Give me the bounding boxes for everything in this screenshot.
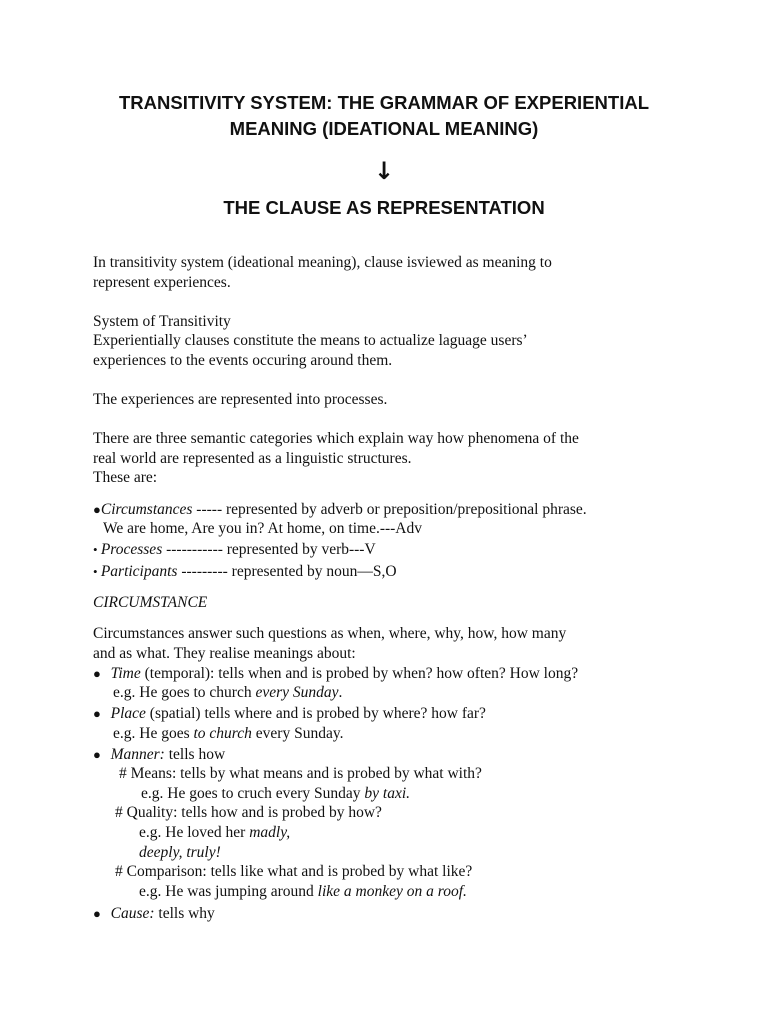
manner-item	[93, 745, 225, 765]
comparison-line: # Comparison: tells like what and is probed by what like?	[115, 863, 473, 880]
example-italic: by taxi.	[364, 785, 411, 802]
cause-item	[93, 904, 215, 924]
category-circumstances	[93, 500, 587, 520]
bullet-icon: ●	[93, 906, 111, 921]
quality-example	[139, 823, 290, 843]
category-description: ----- represented by adverb or preposition/prepositional phrase.	[192, 501, 587, 518]
example-text: e.g. He goes to church	[113, 684, 256, 701]
item-description: (spatial) tells where and is probed by where? how far?	[145, 705, 486, 722]
category-description: ----------- represented by verb---V	[162, 541, 376, 558]
title-line-2: MEANING (IDEATIONAL MEANING)	[229, 118, 539, 139]
comparison-example	[139, 882, 467, 902]
example-italic: every Sunday	[255, 684, 339, 701]
three-categories-line-2: real world are represented as a linguistic structures.	[93, 450, 412, 467]
bullet-icon: ●	[93, 502, 101, 517]
bullet-icon: ●	[93, 666, 111, 681]
example-text: e.g. He was jumping around	[139, 883, 318, 900]
circumstance-intro-2: and as what. They realise meanings about:	[93, 645, 356, 662]
category-term: Processes	[100, 541, 163, 558]
circumstance-heading: CIRCUMSTANCE	[93, 594, 208, 611]
category-term: Circumstances	[100, 501, 193, 518]
item-description: tells why	[154, 905, 215, 922]
example-text: e.g. He goes	[113, 725, 194, 742]
down-arrow-icon: ↓	[373, 157, 395, 185]
example-text: e.g. He goes to cruch every Sunday	[141, 785, 365, 802]
intro-line-1: In transitivity system (ideational meaning), clause isviewed as meaning to	[93, 254, 552, 271]
means-example	[141, 784, 410, 804]
category-description: --------- represented by noun—S,O	[177, 563, 397, 580]
item-term: Cause:	[110, 905, 155, 922]
system-heading: System of Transitivity	[93, 313, 231, 330]
circumstance-intro-1: Circumstances answer such questions as when, where, why, how, how many	[93, 625, 567, 642]
item-term: Time	[110, 665, 141, 682]
bullet-icon: •	[93, 564, 101, 579]
bullet-icon: ●	[93, 747, 111, 762]
time-item	[93, 664, 578, 684]
item-term: Place	[110, 705, 146, 722]
place-item	[93, 704, 486, 724]
example-text: e.g. He loved her	[139, 824, 250, 841]
category-participants	[93, 562, 397, 582]
example-italic: madly,	[249, 824, 291, 841]
example-italic: like a monkey on a roof.	[317, 883, 467, 900]
category-term: Participants	[100, 563, 178, 580]
system-line-1: Experientially clauses constitute the means to actualize laguage users’	[93, 332, 528, 349]
item-description: (temporal): tells when and is probed by when? how often? How long?	[140, 665, 579, 682]
example-end: every Sunday.	[251, 725, 344, 742]
example-italic: to church	[193, 725, 252, 742]
means-line: # Means: tells by what means and is probed by what with?	[119, 765, 482, 782]
title-line-1: TRANSITIVITY SYSTEM: THE GRAMMAR OF EXPERIENTIAL	[118, 92, 649, 113]
these-are-line: These are:	[93, 469, 158, 486]
category-processes	[93, 540, 376, 560]
place-example	[113, 724, 343, 744]
example-end: .	[338, 684, 343, 701]
bullet-icon: ●	[93, 706, 111, 721]
quality-example-cont: deeply, truly!	[139, 844, 221, 861]
intro-line-2: represent experiences.	[93, 274, 231, 291]
item-term: Manner:	[110, 746, 165, 763]
bullet-icon: •	[93, 542, 101, 557]
processes-line: The experiences are represented into processes.	[93, 391, 388, 408]
system-line-2: experiences to the events occuring around them.	[93, 352, 393, 369]
time-example	[113, 683, 342, 703]
subtitle: THE CLAUSE AS REPRESENTATION	[223, 197, 545, 218]
quality-line: # Quality: tells how and is probed by how?	[115, 804, 382, 821]
circumstances-example: We are home, Are you in? At home, on time.---Adv	[103, 520, 422, 537]
item-description: tells how	[164, 746, 226, 763]
three-categories-line-1: There are three semantic categories which explain way how phenomena of the	[93, 430, 579, 447]
